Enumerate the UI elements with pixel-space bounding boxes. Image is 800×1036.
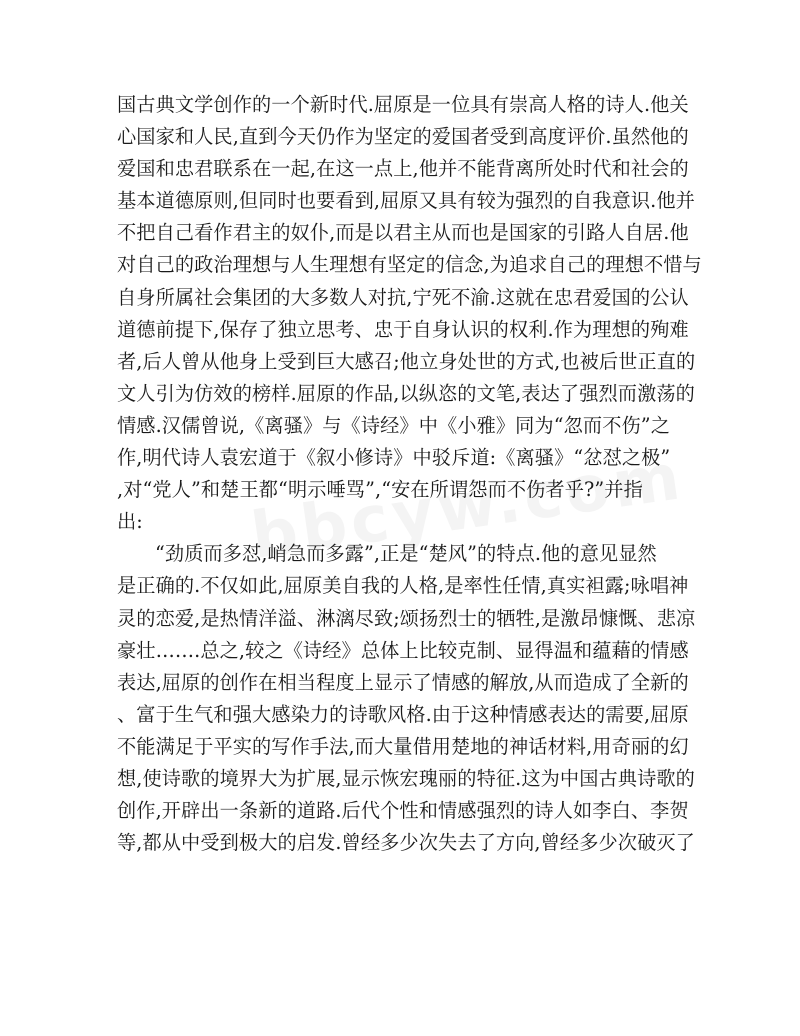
text-line: 国古典文学创作的一个新时代.屈原是一位具有崇高人格的诗人.他关 xyxy=(117,93,689,116)
text-line: ,对“党人”和楚王都“明示唾骂”,“安在所谓怨而不伤者乎?”并指 xyxy=(117,478,643,502)
text-line: 灵的恋爱,是热情洋溢、淋漓尽致;颂扬烈士的牺牲,是激昂慷慨、悲凉 xyxy=(117,606,696,630)
text-line: 创作,开辟出一条新的道路.后代个性和情感强烈的诗人如李白、李贺 xyxy=(117,799,689,823)
text-line: 表达,屈原的创作在相当程度上显示了情感的解放,从而造成了全新的 xyxy=(117,670,689,694)
text-line: 出: xyxy=(117,510,143,534)
text-line: 文人引为仿效的榜样.屈原的作品,以纵恣的文笔,表达了强烈而激荡的 xyxy=(117,381,695,405)
text-line: 不把自己看作君主的奴仆,而是以君主从而也是国家的引路人自居.他 xyxy=(117,221,689,245)
text-line: 基本道德原则,但同时也要看到,屈原又具有较为强烈的自我意识.他并 xyxy=(117,189,695,213)
text-line: 者,后人曾从他身上受到巨大感召;他立身处世的方式,也被后世正直的 xyxy=(117,349,696,373)
text-line: 豪壮…….总之,较之《诗经》总体上比较克制、显得温和蕴藉的情感 xyxy=(117,638,689,662)
paragraph-first-line: “劲质而多怼,峭急而多露”,正是“楚风”的特点.他的意见显然 xyxy=(155,542,657,566)
text-line: 作,明代诗人袁宏道于《叙小修诗》中驳斥道:《离骚》“忿怼之极” xyxy=(117,446,671,470)
text-line: 心国家和人民,直到今天仍作为坚定的爱国者受到高度评价.虽然他的 xyxy=(117,125,689,149)
text-line: 爱国和忠君联系在一起,在这一点上,他并不能背离所处时代和社会的 xyxy=(117,157,689,181)
text-line: 对自己的政治理想与人生理想有坚定的信念,为追求自己的理想不惜与 xyxy=(117,253,702,277)
body-text xyxy=(117,89,702,859)
text-line: 等,都从中受到极大的启发.曾经多少次失去了方向,曾经多少次破灭了 xyxy=(117,831,695,855)
text-line: 想,使诗歌的境界大为扩展,显示恢宏瑰丽的特征.这为中国古典诗歌的 xyxy=(117,766,695,790)
text-line: 不能满足于平实的写作手法,而大量借用楚地的神话材料,用奇丽的幻 xyxy=(117,734,689,758)
text-line: 情感.汉儒曾说,《离骚》与《诗经》中《小雅》同为“忽而不伤”之 xyxy=(117,413,670,437)
text-line: 是正确的.不仅如此,屈原美自我的人格,是率性任情,真实袒露;咏唱神 xyxy=(117,574,689,598)
text-line: 道德前提下,保存了独立思考、忠于自身认识的权利.作为理想的殉难 xyxy=(117,317,689,341)
text-line: 自身所属社会集团的大多数人对抗,宁死不渝.这就在忠君爱国的公认 xyxy=(117,285,689,309)
text-line: 、富于生气和强大感染力的诗歌风格.由于这种情感表达的需要,屈原 xyxy=(117,702,689,726)
